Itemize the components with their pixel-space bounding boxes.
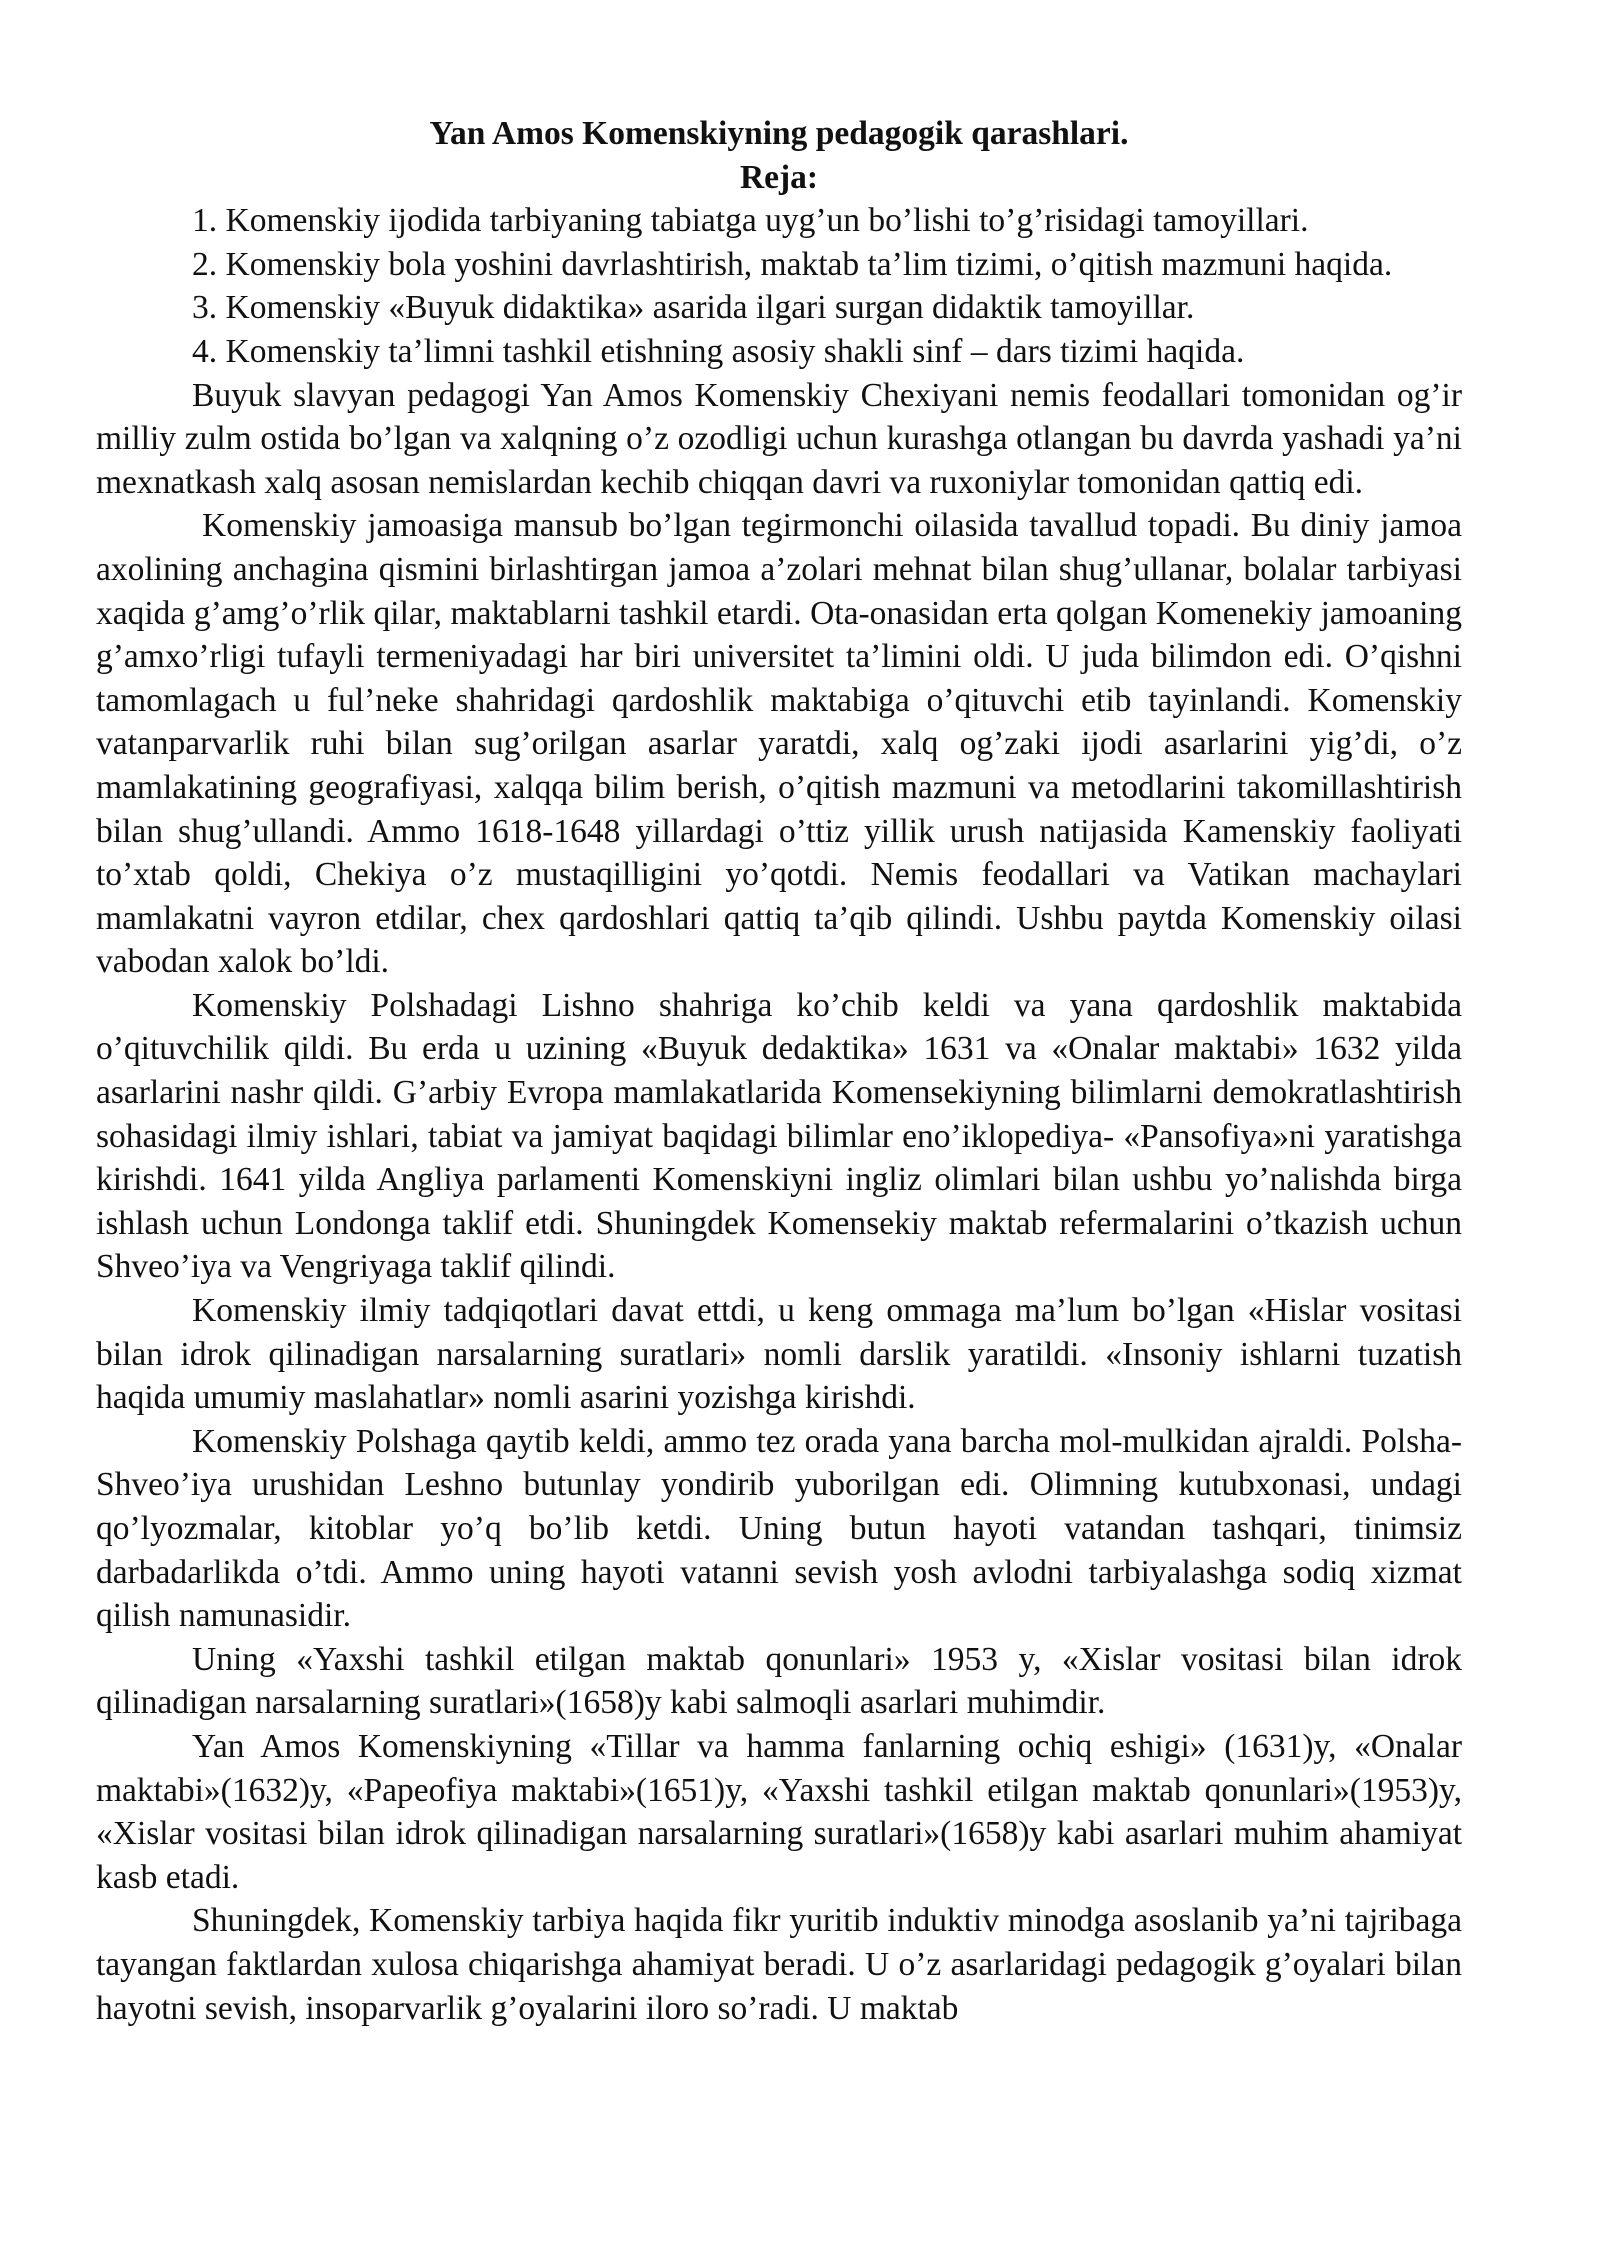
plan-list xyxy=(96,199,1462,373)
plan-item xyxy=(192,243,1462,287)
plan-item: 1. Komenskiy ijodida tarbiyaning tabiatga uyg’un bo’lishi to’g’risidagi tamoyillari. xyxy=(192,202,1309,240)
plan-heading: Reja: xyxy=(739,158,819,196)
plan-item: 4. Komenskiy ta’limni tashkil etishning asosiy shakli sinf – dars tizimi haqida. xyxy=(192,332,1245,370)
paragraph: Buyuk slavyan pedagogi Yan Amos Komenskiy Chexiyani nemis feodallari tomonidan og’ir milliy zulm ostida bo’lgan va xalqning o’z ozodligi uchun kurashga otlangan bu davrda yashadi ya’ni mexnatkash xalq asosan nemislardan kechib chiqqan davri va ruxoniylar tomonidan qattiq edi. xyxy=(96,376,1462,501)
plan-item-text: 2. Komenskiy bola yoshini davrlashtirish, maktab ta’lim tizimi, o’qitish mazmuni haqida. xyxy=(192,245,1393,283)
paragraph: Komenskiy Polshadagi Lishno shahriga ko’chib keldi va yana qardoshlik maktabida o’qituvchilik qildi. Bu erda u uzining «Buyuk dedaktika» 1631 va «Onalar maktabi» 1632 yilda asarlarini nashr qildi. G’arbiy Evropa mamlakatlarida Komensekiyning bilimlarni demokratlashtirish sohasidagi ilmiy ishlari, tabiat va jamiyat baqidagi bilimlar eno’iklopediya- «Pansofiya»ni yaratishga kirishdi. 1641 yilda Angliya parlamenti Komenskiyni ingliz olimlari bilan ushbu yo’nalishda birga ishlash uchun Londonga taklif etdi. Shuningdek Komensekiy maktab refermalarini o’tkazish uchun Shveo’iya va Vengriyaga taklif qilindi. xyxy=(96,986,1462,1286)
paragraph: Shuningdek, Komenskiy tarbiya haqida fikr yuritib induktiv minodga asoslanib ya’ni tajribaga tayangan faktlardan xulosa chiqarishga ahamiyat beradi. U o’z asarlaridagi pedagogik g’oyalari bilan hayotni sevish, insoparvarlik g’oyalarini iloro so’radi. U maktab xyxy=(96,1902,1462,2027)
paragraph: Komenskiy jamoasiga mansub bo’lgan tegirmonchi oilasida tavallud topadi. Bu diniy jamoa axolining anchagina qismini birlashtirgan jamoa a’zolari mehnat bilan shug’ullanar, bolalar tarbiyasi xaqida g’amg’o’rlik qilar, maktablarni tashkil etardi. Ota-onasidan erta qolgan Komenekiy jamoaning g’amxo’rligi tufayli termeniyadagi har biri universitet ta’limini oldi. U juda bilimdon edi. O’qishni tamomlagach u ful’neke shahridagi qardoshlik maktabiga o’qituvchi etib tayinlandi. Komenskiy vatanparvarlik ruhi bilan sug’orilgan asarlar yaratdi, xalq og’zaki ijodi asarlarini yig’di, o’z mamlakatining geografiyasi, xalqqa bilim berish, o’qitish mazmuni va metodlarini takomillashtirish bilan shug’ullandi. Ammo 1618-1648 yillardagi o’ttiz yillik urush natijasida Kamenskiy faoliyati to’xtab qoldi, Chekiya o’z mustaqilligini yo’qotdi. Nemis feodallari va Vatikan machaylari mamlakatni vayron etdilar, chex qardoshlari qattiq ta’qib qilindi. Ushbu paytda Komenskiy oilasi vabodan xalok bo’ldi. xyxy=(96,507,1462,981)
paragraph: Komenskiy ilmiy tadqiqotlari davat ettdi, u keng ommaga ma’lum bo’lgan «Hislar vositasi bilan idrok qilinadigan narsalarning suratlari» nomli darslik yaratildi. «Insoniy ishlarni tuzatish haqida umumiy maslahatlar» nomli asarini yozishga kirishdi. xyxy=(96,1292,1462,1417)
document-title: Yan Amos Komenskiyning pedagogik qarashlari. xyxy=(429,115,1129,152)
paragraph: Yan Amos Komenskiyning «Tillar va hamma fanlarning ochiq eshigi» (1631)y, «Onalar maktabi»(1632)y, «Papeofiya maktabi»(1651)y, «Yaxshi tashkil etilgan maktab qonunlari»(1953)y, «Xislar vositasi bilan idrok qilinadigan narsalarning suratlari»(1658)y kabi asarlari muhim ahamiyat kasb etadi. xyxy=(96,1727,1462,1896)
paragraph: Komenskiy Polshaga qaytib keldi, ammo tez orada yana barcha mol-mulkidan ajraldi. Polsha-Shveo’iya urushidan Leshno butunlay yondirib yuborilgan edi. Olimning kutubxonasi, undagi qo’lyozmalar, kitoblar yo’q bo’lib ketdi. Uning butun hayoti vatandan tashqari, tinimsiz darbadarlikda o’tdi. Ammo uning hayoti vatanni sevish yosh avlodni tarbiyalashga sodiq xizmat qilish namunasidir. xyxy=(96,1422,1462,1635)
plan-item: 3. Komenskiy «Buyuk didaktika» asarida ilgari surgan didaktik tamoyillar. xyxy=(192,289,1195,327)
document-page xyxy=(96,112,1462,2030)
paragraph: Uning «Yaxshi tashkil etilgan maktab qonunlari» 1953 y, «Xislar vositasi bilan idrok qilinadigan narsalarning suratlari»(1658)y kabi salmoqli asarlari muhimdir. xyxy=(96,1640,1462,1722)
